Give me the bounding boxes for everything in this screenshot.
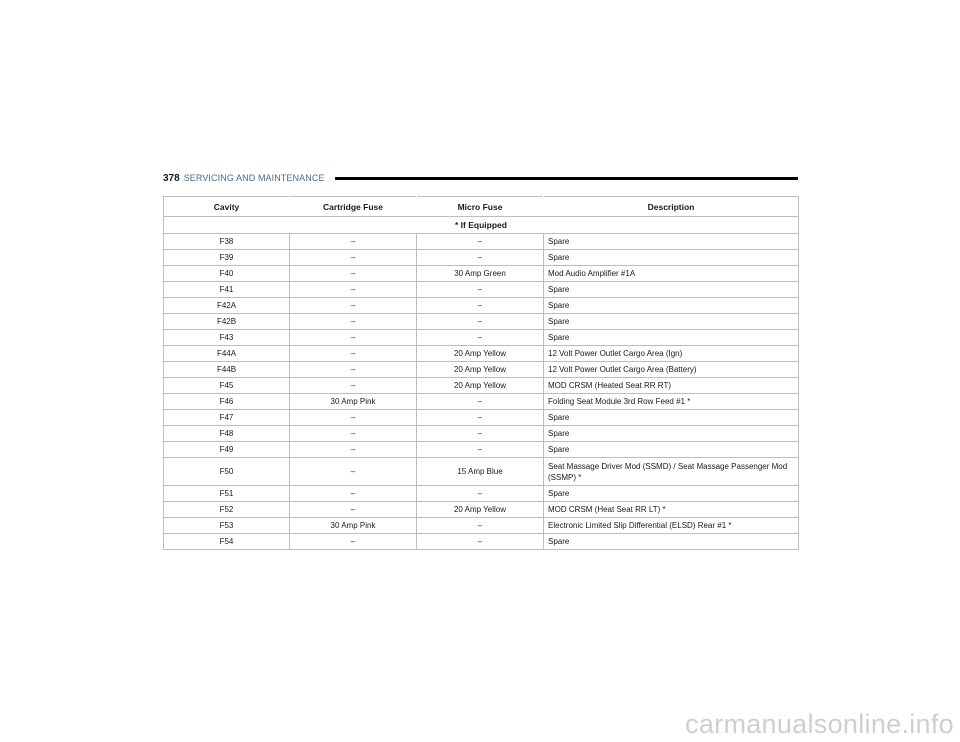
cavity-cell: F50 xyxy=(164,458,290,486)
table-row xyxy=(164,486,799,502)
table-row xyxy=(164,442,799,458)
if-equipped-note: * If Equipped xyxy=(164,217,799,234)
cavity-cell: F46 xyxy=(164,394,290,410)
description-cell: Mod Audio Amplifier #1A xyxy=(544,266,799,282)
cavity-cell: F52 xyxy=(164,502,290,518)
micro-fuse-cell: – xyxy=(417,426,544,442)
table-row xyxy=(164,282,799,298)
description-cell: Spare xyxy=(544,250,799,266)
column-header-micro-fuse: Micro Fuse xyxy=(417,197,544,217)
table-row xyxy=(164,362,799,378)
description-cell: Seat Massage Driver Mod (SSMD) / Seat Massage Passenger Mod (SSMP) * xyxy=(544,458,799,486)
micro-fuse-cell: – xyxy=(417,234,544,250)
cartridge-fuse-cell: 30 Amp Pink xyxy=(290,518,417,534)
cavity-cell: F38 xyxy=(164,234,290,250)
cartridge-fuse-cell: – xyxy=(290,346,417,362)
table-row xyxy=(164,330,799,346)
cartridge-fuse-cell: – xyxy=(290,534,417,550)
cartridge-fuse-cell: – xyxy=(290,266,417,282)
description-cell: Electronic Limited Slip Differential (ELSD) Rear #1 * xyxy=(544,518,799,534)
description-cell: Spare xyxy=(544,298,799,314)
table-row xyxy=(164,314,799,330)
cavity-cell: F40 xyxy=(164,266,290,282)
table-row xyxy=(164,394,799,410)
table-row xyxy=(164,458,799,486)
cartridge-fuse-cell: – xyxy=(290,314,417,330)
micro-fuse-cell: – xyxy=(417,486,544,502)
micro-fuse-cell: – xyxy=(417,298,544,314)
table-row xyxy=(164,378,799,394)
cartridge-fuse-cell: – xyxy=(290,426,417,442)
description-cell: 12 Volt Power Outlet Cargo Area (Battery) xyxy=(544,362,799,378)
table-row xyxy=(164,234,799,250)
cartridge-fuse-cell: – xyxy=(290,378,417,394)
cavity-cell: F42B xyxy=(164,314,290,330)
description-cell: Spare xyxy=(544,534,799,550)
cavity-cell: F42A xyxy=(164,298,290,314)
section-title: SERVICING AND MAINTENANCE xyxy=(183,173,325,183)
table-row xyxy=(164,502,799,518)
micro-fuse-cell: – xyxy=(417,250,544,266)
cartridge-fuse-cell: 30 Amp Pink xyxy=(290,394,417,410)
table-row xyxy=(164,518,799,534)
table-row xyxy=(164,426,799,442)
cavity-cell: F51 xyxy=(164,486,290,502)
cartridge-fuse-cell: – xyxy=(290,502,417,518)
micro-fuse-cell: – xyxy=(417,282,544,298)
description-cell: Spare xyxy=(544,486,799,502)
cavity-cell: F41 xyxy=(164,282,290,298)
micro-fuse-cell: 20 Amp Yellow xyxy=(417,362,544,378)
watermark: carmanualsonline.info xyxy=(685,709,954,739)
cavity-cell: F49 xyxy=(164,442,290,458)
description-cell: MOD CRSM (Heat Seat RR LT) * xyxy=(544,502,799,518)
cavity-cell: F48 xyxy=(164,426,290,442)
cavity-cell: F45 xyxy=(164,378,290,394)
page-number: 378 xyxy=(163,172,180,184)
table-row xyxy=(164,298,799,314)
cartridge-fuse-cell: – xyxy=(290,362,417,378)
table-row xyxy=(164,410,799,426)
cavity-cell: F44A xyxy=(164,346,290,362)
micro-fuse-cell: – xyxy=(417,442,544,458)
cavity-cell: F44B xyxy=(164,362,290,378)
description-cell: Spare xyxy=(544,282,799,298)
micro-fuse-cell: – xyxy=(417,314,544,330)
cavity-cell: F39 xyxy=(164,250,290,266)
table-row xyxy=(164,266,799,282)
cartridge-fuse-cell: – xyxy=(290,410,417,426)
description-cell: Spare xyxy=(544,314,799,330)
cartridge-fuse-cell: – xyxy=(290,234,417,250)
table-row xyxy=(164,250,799,266)
micro-fuse-cell: 20 Amp Yellow xyxy=(417,502,544,518)
cartridge-fuse-cell: – xyxy=(290,486,417,502)
header-rule xyxy=(335,177,798,180)
micro-fuse-cell: – xyxy=(417,394,544,410)
micro-fuse-cell: 30 Amp Green xyxy=(417,266,544,282)
description-cell: MOD CRSM (Heated Seat RR RT) xyxy=(544,378,799,394)
column-header-description: Description xyxy=(544,197,799,217)
note-row xyxy=(164,217,799,234)
cartridge-fuse-cell: – xyxy=(290,250,417,266)
table-row xyxy=(164,346,799,362)
micro-fuse-cell: – xyxy=(417,518,544,534)
micro-fuse-cell: 20 Amp Yellow xyxy=(417,346,544,362)
description-cell: 12 Volt Power Outlet Cargo Area (Ign) xyxy=(544,346,799,362)
description-cell: Spare xyxy=(544,442,799,458)
column-header-cavity: Cavity xyxy=(164,197,290,217)
cartridge-fuse-cell: – xyxy=(290,298,417,314)
description-cell: Spare xyxy=(544,410,799,426)
table-header-row xyxy=(164,197,799,217)
micro-fuse-cell: 15 Amp Blue xyxy=(417,458,544,486)
micro-fuse-cell: – xyxy=(417,534,544,550)
cavity-cell: F47 xyxy=(164,410,290,426)
description-cell: Spare xyxy=(544,426,799,442)
cartridge-fuse-cell: – xyxy=(290,458,417,486)
description-cell: Spare xyxy=(544,234,799,250)
column-header-cartridge-fuse: Cartridge Fuse xyxy=(290,197,417,217)
page-header xyxy=(163,171,798,185)
description-cell: Folding Seat Module 3rd Row Feed #1 * xyxy=(544,394,799,410)
description-cell: Spare xyxy=(544,330,799,346)
micro-fuse-cell: – xyxy=(417,330,544,346)
micro-fuse-cell: 20 Amp Yellow xyxy=(417,378,544,394)
fuse-table xyxy=(163,196,799,550)
table-row xyxy=(164,534,799,550)
cartridge-fuse-cell: – xyxy=(290,330,417,346)
cartridge-fuse-cell: – xyxy=(290,282,417,298)
cavity-cell: F53 xyxy=(164,518,290,534)
table-body xyxy=(164,217,799,550)
micro-fuse-cell: – xyxy=(417,410,544,426)
cartridge-fuse-cell: – xyxy=(290,442,417,458)
cavity-cell: F43 xyxy=(164,330,290,346)
cavity-cell: F54 xyxy=(164,534,290,550)
